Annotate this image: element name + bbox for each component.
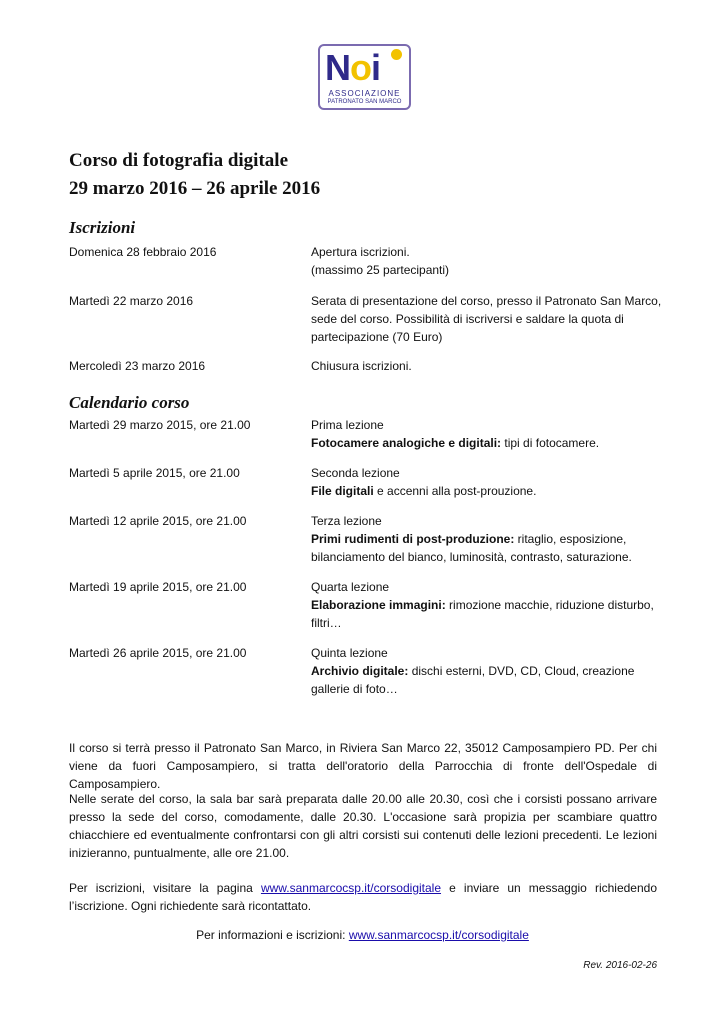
lesson-topic: [311, 662, 663, 698]
lesson-description: [311, 512, 663, 566]
lesson-title: Prima lezione: [311, 418, 384, 432]
lesson-topic-bold: File digitali: [311, 484, 374, 498]
lesson-topic: [311, 530, 663, 566]
row-line: Chiusura iscrizioni.: [311, 359, 412, 373]
row-line: (massimo 25 partecipanti): [311, 263, 450, 277]
logo-line1: ASSOCIAZIONE: [328, 89, 401, 98]
lesson-topic-text: ritaglio, esposizione, bilanciamento del bianco, luminosità, contrasto, saturazione.: [311, 532, 632, 564]
lesson-date: Martedì 5 aprile 2015, ore 21.00: [69, 466, 240, 480]
lesson-topic-bold: Primi rudimenti di post-produzione:: [311, 532, 515, 546]
course-title: Corso di fotografia digitale: [69, 150, 289, 171]
row-description: [311, 243, 663, 279]
row-date: Mercoledì 23 marzo 2016: [69, 359, 206, 373]
row-line: sede del corso. Possibilità di iscriversi e saldare la quota di: [311, 312, 624, 326]
bar-paragraph: Nelle serate del corso, la sala bar sarà preparata dalle 20.00 alle 20.30, così che i corsisti possano arrivare presso la sede del corso, comodamente, dalle 20.30. L'occasione sarà propizia per scambiare quattro chiacchiere ed eventualmente confrontarsi con gli altri corsisti sui contenuti delle lezioni precedenti. Le lezioni inizieranno, puntualmente, alle ore 21.00.: [69, 792, 657, 860]
section-heading-calendario: Calendario corso: [69, 393, 190, 412]
lesson-description: [311, 578, 663, 632]
lesson-description: [311, 416, 663, 452]
row-description: [311, 357, 663, 375]
lesson-topic-bold: Fotocamere analogiche e digitali:: [311, 436, 502, 450]
lesson-topic: [311, 434, 663, 452]
footer-info-link[interactable]: www.sanmarcocsp.it/corsodigitale: [348, 928, 529, 942]
row-description: [311, 292, 663, 346]
lesson-topic-text: rimozione macchie, riduzione disturbo, filtri…: [311, 598, 654, 630]
row-line: Apertura iscrizioni.: [311, 245, 410, 259]
row-date: Martedì 22 marzo 2016: [69, 294, 194, 308]
lesson-description: [311, 464, 663, 500]
lesson-description: [311, 644, 663, 698]
lesson-date: Martedì 26 aprile 2015, ore 21.00: [69, 646, 247, 660]
lesson-date: Martedì 19 aprile 2015, ore 21.00: [69, 580, 247, 594]
revision-label: Rev. 2016-02-26: [583, 960, 657, 971]
lesson-topic-text: dischi esterni, DVD, CD, Cloud, creazione gallerie di foto…: [311, 664, 635, 696]
course-dates: 29 marzo 2016 – 26 aprile 2016: [69, 178, 321, 199]
logo-sun-icon: [391, 49, 402, 60]
association-logo: [318, 44, 411, 110]
lesson-title: Quarta lezione: [311, 580, 390, 594]
section-heading-iscrizioni: Iscrizioni: [69, 218, 136, 237]
lesson-topic-bold: Archivio digitale:: [311, 664, 409, 678]
footer-info-text: Per informazioni e iscrizioni:: [196, 928, 349, 942]
row-line: partecipazione (70 Euro): [311, 330, 443, 344]
lesson-topic-bold: Elaborazione immagini:: [311, 598, 446, 612]
registration-link[interactable]: www.sanmarcocsp.it/corsodigitale: [260, 881, 442, 895]
lesson-title: Terza lezione: [311, 514, 382, 528]
registration-paragraph: [69, 879, 657, 915]
logo-line2: PATRONATO SAN MARCO: [327, 99, 402, 105]
lesson-date: Martedì 29 marzo 2015, ore 21.00: [69, 418, 251, 432]
lesson-date: Martedì 12 aprile 2015, ore 21.00: [69, 514, 247, 528]
lesson-title: Quinta lezione: [311, 646, 388, 660]
registration-text-after: e inviare un messaggio richiedendo l’iscrizione. Ogni richiedente sarà ricontattato.: [69, 881, 657, 913]
lesson-topic: [311, 596, 663, 632]
lesson-title: Seconda lezione: [311, 466, 400, 480]
lesson-topic-text: tipi di fotocamere.: [501, 436, 600, 450]
lesson-topic-text: e accenni alla post-prouzione.: [373, 484, 537, 498]
registration-text-before: Per iscrizioni, visitare la pagina: [69, 881, 261, 895]
footer-info: [0, 928, 725, 942]
row-date: Domenica 28 febbraio 2016: [69, 245, 217, 259]
logo-mark: Noi: [325, 47, 381, 88]
location-paragraph: Il corso si terrà presso il Patronato San Marco, in Riviera San Marco 22, 35012 Camposampiero PD. Per chi viene da fuori Camposampiero, si tratta dell'oratorio della Parrocchia di fronte dell'Ospedale di Camposampiero.: [69, 741, 657, 791]
row-line: Serata di presentazione del corso, presso il Patronato San Marco,: [311, 294, 662, 308]
lesson-topic: [311, 482, 663, 500]
